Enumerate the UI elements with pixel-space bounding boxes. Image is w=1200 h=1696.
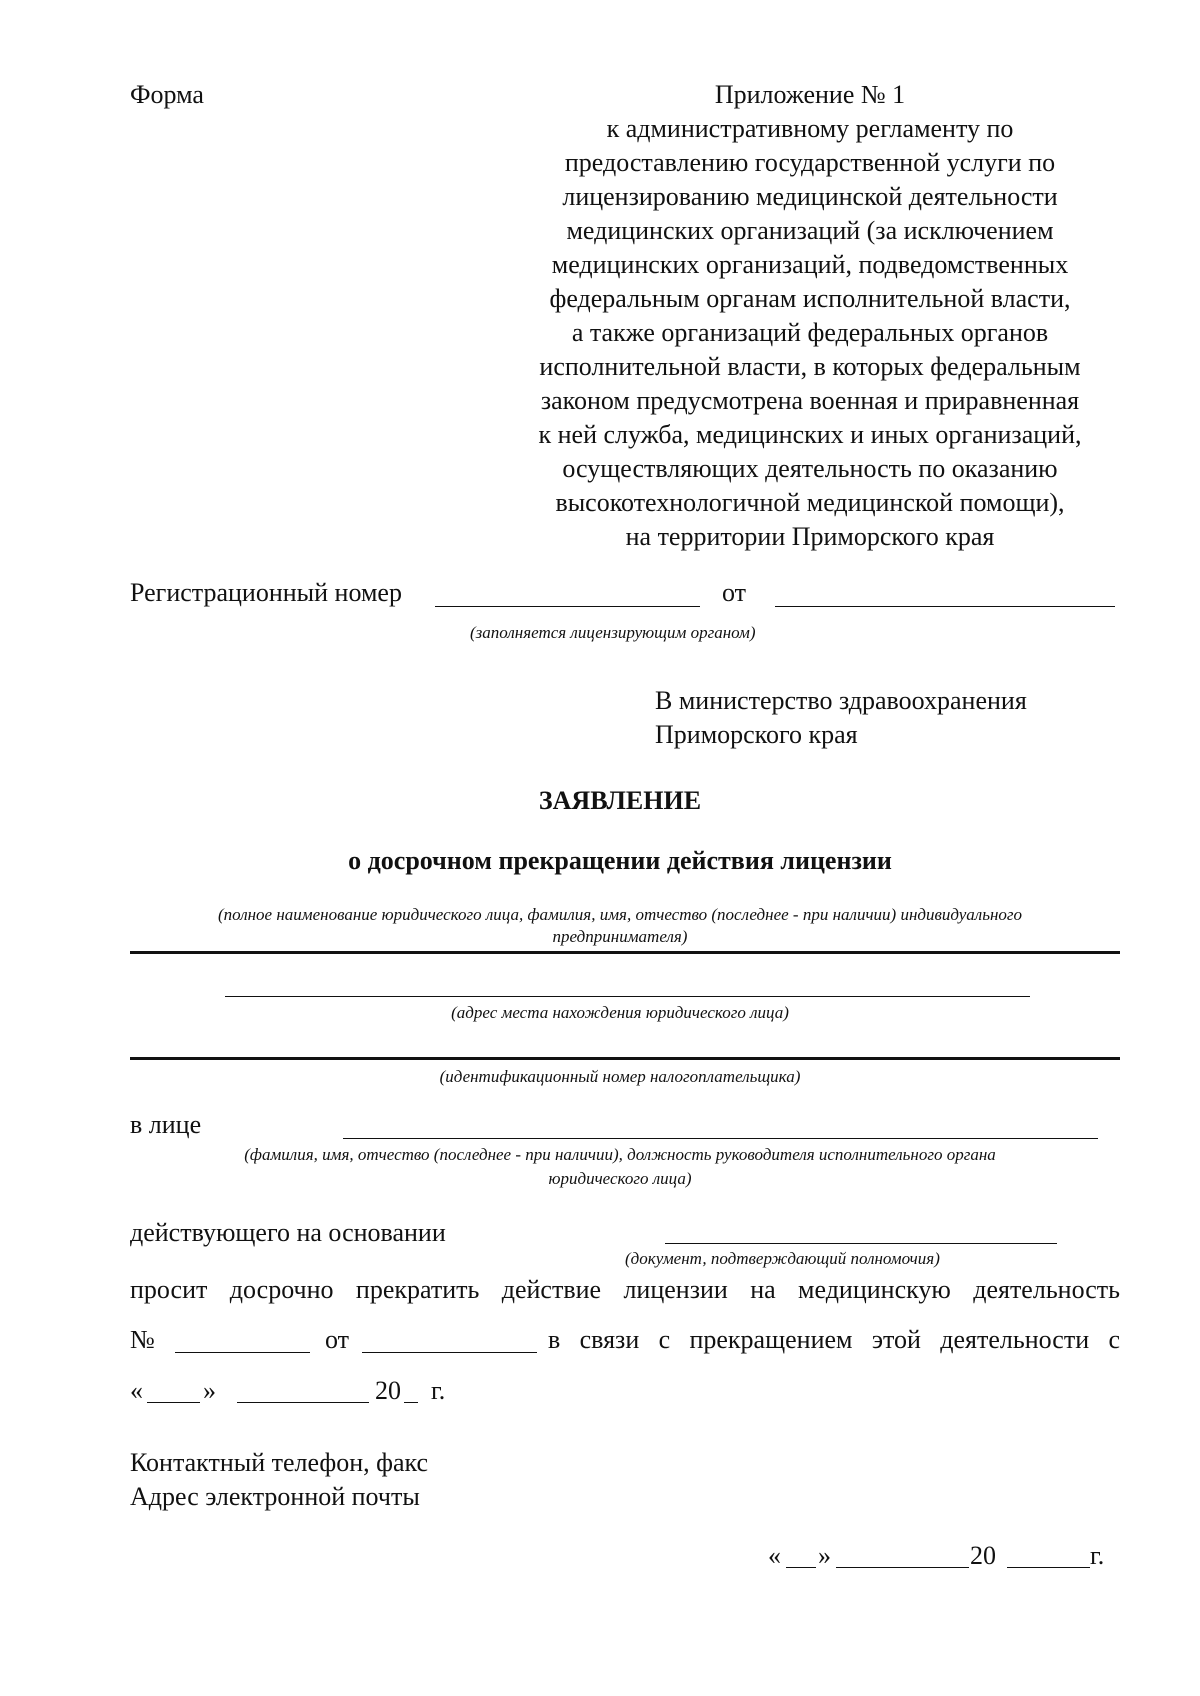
inn-field[interactable] — [130, 1057, 1120, 1060]
appendix-line: законом предусмотрена военная и приравненная — [540, 386, 1080, 415]
address-hint: (адрес места нахождения юридического лица) — [451, 1003, 789, 1022]
appendix-title: Приложение № 1 — [714, 80, 906, 109]
appendix-line: медицинских организаций, подведомственных — [551, 250, 1069, 279]
registration-date-field[interactable] — [775, 606, 1115, 607]
appendix-line: федеральным органам исполнительной власти, — [549, 284, 1071, 313]
appendix-line: на территории Приморского края — [625, 522, 995, 551]
termination-year-prefix: 20 — [375, 1376, 401, 1405]
license-number-sign: № — [130, 1325, 155, 1354]
org-name-field[interactable] — [130, 951, 1120, 954]
termination-month-field[interactable] — [237, 1402, 369, 1403]
appendix-line: осуществляющих деятельность по оказанию — [562, 454, 1058, 483]
signature-year-field[interactable] — [1007, 1567, 1090, 1568]
basis-label: действующего на основании — [130, 1218, 446, 1247]
document-title: ЗАЯВЛЕНИЕ — [538, 786, 702, 815]
signature-close-quote: » — [818, 1541, 831, 1570]
inn-hint: (идентификационный номер налогоплательщика) — [439, 1067, 801, 1086]
request-line-1: просит досрочно прекратить действие лицензии на медицинскую деятельность — [130, 1275, 1120, 1304]
appendix-line: медицинских организаций (за исключением — [566, 216, 1054, 245]
contact-phone-label: Контактный телефон, факс — [130, 1448, 429, 1477]
addressee-line-2: Приморского края — [655, 720, 858, 749]
registration-number-field[interactable] — [435, 606, 700, 607]
appendix-line: к ней служба, медицинских и иных организаций, — [538, 420, 1082, 449]
basis-hint: (документ, подтверждающий полномочия) — [625, 1249, 940, 1268]
represented-field[interactable] — [343, 1138, 1098, 1139]
termination-day-field[interactable] — [147, 1402, 200, 1403]
signature-open-quote: « — [768, 1541, 781, 1570]
appendix-line: к административному регламенту по — [606, 114, 1014, 143]
contact-email-label: Адрес электронной почты — [130, 1482, 420, 1511]
termination-close-quote: » — [203, 1376, 216, 1405]
license-number-field[interactable] — [175, 1352, 310, 1353]
termination-year-field[interactable] — [404, 1402, 418, 1403]
appendix-line: высокотехнологичной медицинской помощи), — [555, 488, 1065, 517]
form-label: Форма — [130, 80, 204, 109]
appendix-line: предоставлению государственной услуги по — [564, 148, 1056, 177]
signature-year-prefix: 20 — [970, 1541, 996, 1570]
represented-label: в лице — [130, 1110, 202, 1139]
registration-hint: (заполняется лицензирующим органом) — [470, 623, 756, 642]
license-from-label: от — [325, 1325, 350, 1354]
registration-from-label: от — [722, 578, 747, 607]
document-subtitle: о досрочном прекращении действия лицензии — [348, 846, 892, 875]
org-name-hint-2: предпринимателя) — [552, 927, 688, 946]
appendix-line: а также организаций федеральных органов — [571, 318, 1049, 347]
addressee-line-1: В министерство здравоохранения — [655, 686, 1027, 715]
registration-label: Регистрационный номер — [130, 578, 402, 607]
termination-open-quote: « — [130, 1376, 143, 1405]
appendix-line: исполнительной власти, в которых федеральным — [539, 352, 1081, 381]
appendix-line: лицензированию медицинской деятельности — [562, 182, 1058, 211]
request-reason-text: в связи с прекращением этой деятельности с — [548, 1325, 1120, 1354]
signature-day-field[interactable] — [786, 1567, 816, 1568]
address-field[interactable] — [225, 996, 1030, 997]
license-date-field[interactable] — [362, 1352, 537, 1353]
termination-year-suffix: г. — [431, 1376, 446, 1405]
signature-year-suffix: г. — [1090, 1541, 1105, 1570]
represented-hint-2: юридического лица) — [548, 1169, 692, 1188]
basis-field[interactable] — [665, 1243, 1057, 1244]
represented-hint-1: (фамилия, имя, отчество (последнее - при наличии), должность руководителя исполнительного органа — [244, 1145, 996, 1164]
org-name-hint-1: (полное наименование юридического лица, фамилия, имя, отчество (последнее - при наличии) индивидуального — [217, 905, 1023, 924]
signature-month-field[interactable] — [836, 1567, 969, 1568]
